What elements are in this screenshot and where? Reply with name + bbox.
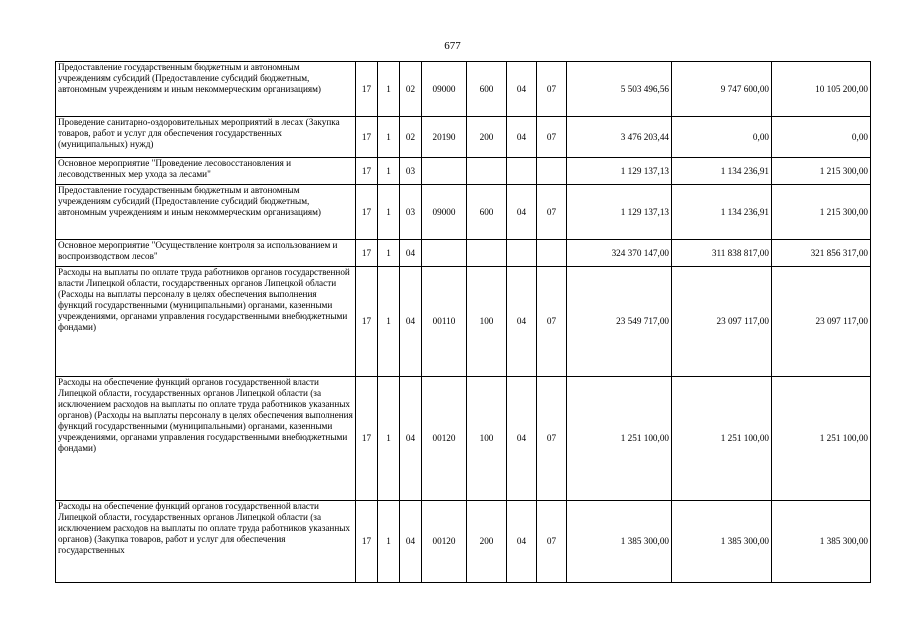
row-name: Расходы на выплаты по оплате труда работников органов государственной власти Липецкой области, государственных органов Липецкой области (Расходы на выплаты персоналу в целях обеспечения выполнения функций государственными (муниципальными) органами, казенными учреждениями, органами управления государственными внебюджетными фондами) <box>56 267 356 377</box>
cell-code: 1 <box>378 117 400 158</box>
cell-code: 07 <box>537 377 567 501</box>
cell-amount: 23 097 117,00 <box>672 267 772 377</box>
cell-code <box>422 240 467 267</box>
cell-code: 17 <box>356 267 378 377</box>
cell-code: 02 <box>400 117 422 158</box>
page-number: 677 <box>444 40 461 52</box>
row-name: Расходы на обеспечение функций органов государственной власти Липецкой области, государственных органов Липецкой области (за исключением расходов на выплаты по оплате труда работников указанных органов) (Расходы на выплаты персоналу в целях обеспечения выполнения функций государственными (муниципальными) органами, казенными учреждениями, органами управления государственными внебюджетными фондами) <box>56 377 356 501</box>
cell-code: 100 <box>467 377 507 501</box>
cell-code: 00120 <box>422 501 467 583</box>
cell-code: 17 <box>356 185 378 240</box>
cell-code: 17 <box>356 377 378 501</box>
cell-amount: 1 129 137,13 <box>567 158 672 185</box>
table-row <box>56 62 871 117</box>
cell-amount: 9 747 600,00 <box>672 62 772 117</box>
cell-code: 04 <box>400 377 422 501</box>
cell-code: 17 <box>356 117 378 158</box>
cell-code <box>507 158 537 185</box>
cell-code: 1 <box>378 501 400 583</box>
cell-amount: 1 385 300,00 <box>672 501 772 583</box>
cell-code: 1 <box>378 240 400 267</box>
cell-amount: 1 251 100,00 <box>772 377 871 501</box>
cell-amount: 321 856 317,00 <box>772 240 871 267</box>
row-name: Проведение санитарно-оздоровительных мероприятий в лесах (Закупка товаров, работ и услуг для обеспечения государственных (муниципальных) нужд) <box>56 117 356 158</box>
cell-code: 200 <box>467 117 507 158</box>
cell-amount: 0,00 <box>772 117 871 158</box>
row-name: Основное мероприятие "Осуществление контроля за использованием и воспроизводством лесов" <box>56 240 356 267</box>
table-row <box>56 240 871 267</box>
row-name: Предоставление государственным бюджетным и автономным учреждениям субсидий (Предоставление субсидий бюджетным, автономным учреждениям и иным некоммерческим организациям) <box>56 62 356 117</box>
cell-code: 07 <box>537 117 567 158</box>
cell-code: 04 <box>507 377 537 501</box>
cell-code: 04 <box>400 240 422 267</box>
cell-code: 03 <box>400 158 422 185</box>
cell-code: 02 <box>400 62 422 117</box>
cell-code: 600 <box>467 62 507 117</box>
row-name: Основное мероприятие "Проведение лесовосстановления и лесоводственных мер ухода за лесами" <box>56 158 356 185</box>
cell-code: 09000 <box>422 62 467 117</box>
table-row <box>56 267 871 377</box>
cell-amount: 311 838 817,00 <box>672 240 772 267</box>
cell-code <box>507 240 537 267</box>
cell-code: 04 <box>400 267 422 377</box>
cell-code: 09000 <box>422 185 467 240</box>
cell-code: 07 <box>537 185 567 240</box>
table-row <box>56 185 871 240</box>
cell-amount: 23 097 117,00 <box>772 267 871 377</box>
cell-code: 600 <box>467 185 507 240</box>
cell-amount: 1 134 236,91 <box>672 158 772 185</box>
cell-code: 04 <box>507 267 537 377</box>
cell-code: 1 <box>378 185 400 240</box>
cell-code: 04 <box>507 62 537 117</box>
cell-code: 07 <box>537 267 567 377</box>
cell-code: 04 <box>400 501 422 583</box>
cell-code: 03 <box>400 185 422 240</box>
cell-amount: 10 105 200,00 <box>772 62 871 117</box>
table-row <box>56 501 871 583</box>
cell-amount: 1 251 100,00 <box>672 377 772 501</box>
cell-amount: 1 251 100,00 <box>567 377 672 501</box>
cell-amount: 1 129 137,13 <box>567 185 672 240</box>
cell-amount: 0,00 <box>672 117 772 158</box>
cell-amount: 1 215 300,00 <box>772 185 871 240</box>
cell-code: 07 <box>537 501 567 583</box>
cell-code: 04 <box>507 185 537 240</box>
cell-code: 1 <box>378 62 400 117</box>
cell-code: 1 <box>378 267 400 377</box>
cell-code <box>422 158 467 185</box>
cell-amount: 5 503 496,56 <box>567 62 672 117</box>
cell-code: 17 <box>356 501 378 583</box>
cell-amount: 1 385 300,00 <box>567 501 672 583</box>
cell-code <box>467 158 507 185</box>
cell-amount: 23 549 717,00 <box>567 267 672 377</box>
cell-code <box>467 240 507 267</box>
cell-code: 00110 <box>422 267 467 377</box>
cell-code: 04 <box>507 117 537 158</box>
cell-code: 17 <box>356 62 378 117</box>
cell-amount: 1 385 300,00 <box>772 501 871 583</box>
cell-code <box>537 158 567 185</box>
cell-code: 100 <box>467 267 507 377</box>
cell-amount: 3 476 203,44 <box>567 117 672 158</box>
cell-code: 20190 <box>422 117 467 158</box>
row-name: Расходы на обеспечение функций органов государственной власти Липецкой области, государственных органов Липецкой области (за исключением расходов на выплаты по оплате труда работников указанных органов) (Закупка товаров, работ и услуг для обеспечения государственных <box>56 501 356 583</box>
table-row <box>56 117 871 158</box>
cell-code: 200 <box>467 501 507 583</box>
table-row <box>56 377 871 501</box>
cell-amount: 324 370 147,00 <box>567 240 672 267</box>
cell-code: 1 <box>378 377 400 501</box>
cell-code: 07 <box>537 62 567 117</box>
cell-amount: 1 215 300,00 <box>772 158 871 185</box>
cell-amount: 1 134 236,91 <box>672 185 772 240</box>
cell-code: 17 <box>356 240 378 267</box>
budget-table <box>55 61 871 583</box>
cell-code: 04 <box>507 501 537 583</box>
cell-code <box>537 240 567 267</box>
cell-code: 17 <box>356 158 378 185</box>
table-row <box>56 158 871 185</box>
cell-code: 1 <box>378 158 400 185</box>
cell-code: 00120 <box>422 377 467 501</box>
row-name: Предоставление государственным бюджетным и автономным учреждениям субсидий (Предоставление субсидий бюджетным, автономным учреждениям и иным некоммерческим организациям) <box>56 185 356 240</box>
